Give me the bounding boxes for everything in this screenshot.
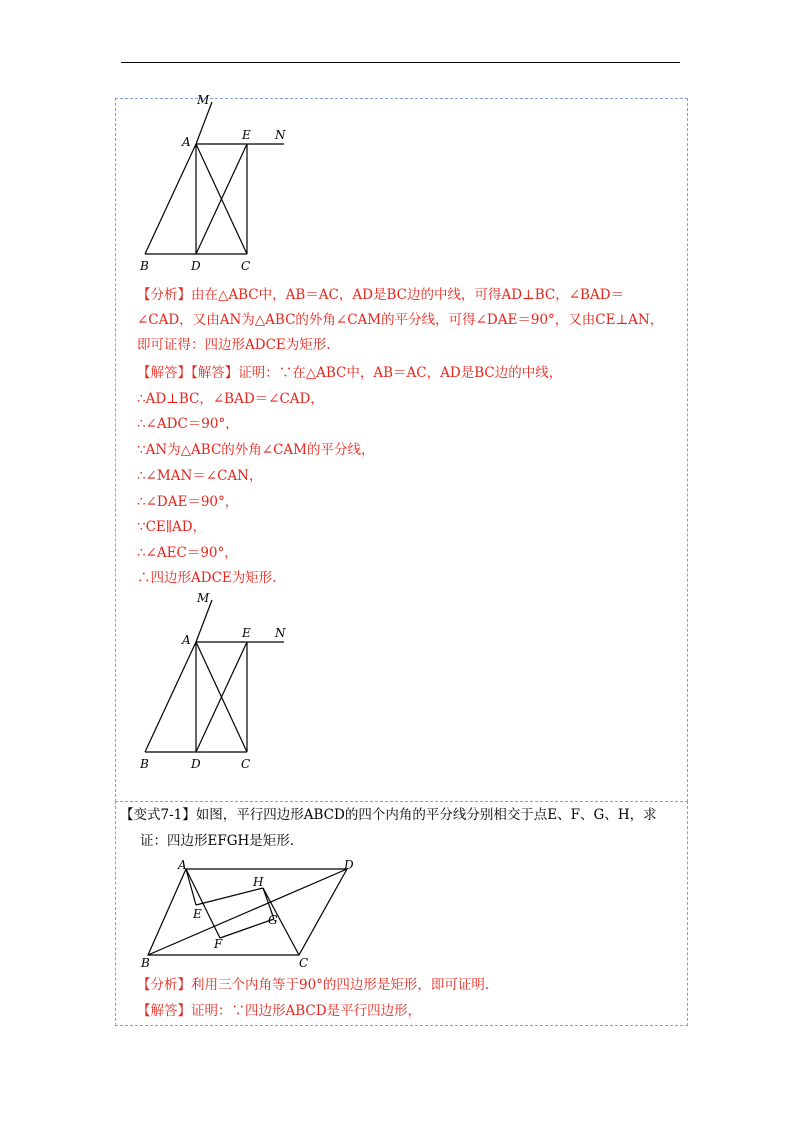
label-E: E: [242, 626, 251, 640]
analysis1-line2: ∠CAD，又由AN为△ABC的外角∠CAM的平分线，可得∠DAE＝90°，又由CE⊥AN，: [137, 312, 664, 328]
label-M: M: [197, 591, 210, 605]
solution1-line4: ∴∠MAN＝∠CAN，: [137, 468, 263, 484]
solution1-line0: 【解答】【解答】证明：∵在△ABC中，AB＝AC，AD是BC边的中线，: [137, 365, 563, 381]
analysis2-line: 【分析】利用三个内角等于90°的四边形是矩形，即可证明.: [137, 977, 490, 993]
solution1-line3: ∵AN为△ABC的外角∠CAM的平分线，: [137, 442, 375, 458]
label-G: G: [268, 913, 278, 927]
solution1-line5: ∴∠DAE＝90°，: [137, 494, 239, 510]
solution1-line6: ∵CE∥AD，: [137, 519, 207, 535]
label-C: C: [241, 259, 251, 273]
label-A: A: [178, 858, 187, 872]
label-A: A: [182, 135, 191, 149]
solution1-line1: ∴AD⊥BC，∠BAD＝∠CAD，: [137, 391, 324, 407]
label-N: N: [275, 626, 286, 640]
label-B: B: [140, 259, 149, 273]
solution1-line2: ∴∠ADC＝90°，: [137, 416, 239, 432]
label-D: D: [191, 259, 201, 273]
label-D: D: [191, 757, 201, 771]
variant-line2: 证：四边形EFGH是矩形.: [140, 833, 295, 849]
analysis1-line3: 即可证得：四边形ADCE为矩形.: [137, 337, 331, 353]
label-C: C: [299, 956, 309, 970]
solution1-line7: ∴∠AEC＝90°，: [137, 545, 238, 561]
label-C: C: [241, 757, 251, 771]
solution2-line: 【解答】证明：∵四边形ABCD是平行四边形，: [137, 1003, 422, 1019]
label-D: D: [344, 858, 354, 872]
label-E: E: [193, 907, 202, 921]
label-B: B: [141, 956, 150, 970]
label-F: F: [214, 937, 223, 951]
variant-line1: 【变式7-1】如图，平行四边形ABCD的四个内角的平分线分别相交于点E、F、G、H，求: [120, 807, 657, 823]
label-B: B: [140, 757, 149, 771]
analysis1-line1: 【分析】由在△ABC中，AB＝AC，AD是BC边的中线，可得AD⊥BC，∠BAD＝: [137, 287, 625, 303]
solution1-line8: ∴四边形ADCE为矩形.: [137, 570, 277, 586]
label-A: A: [182, 633, 191, 647]
label-E: E: [242, 128, 251, 142]
label-H: H: [253, 875, 264, 889]
label-N: N: [275, 128, 286, 142]
label-M: M: [197, 93, 210, 107]
